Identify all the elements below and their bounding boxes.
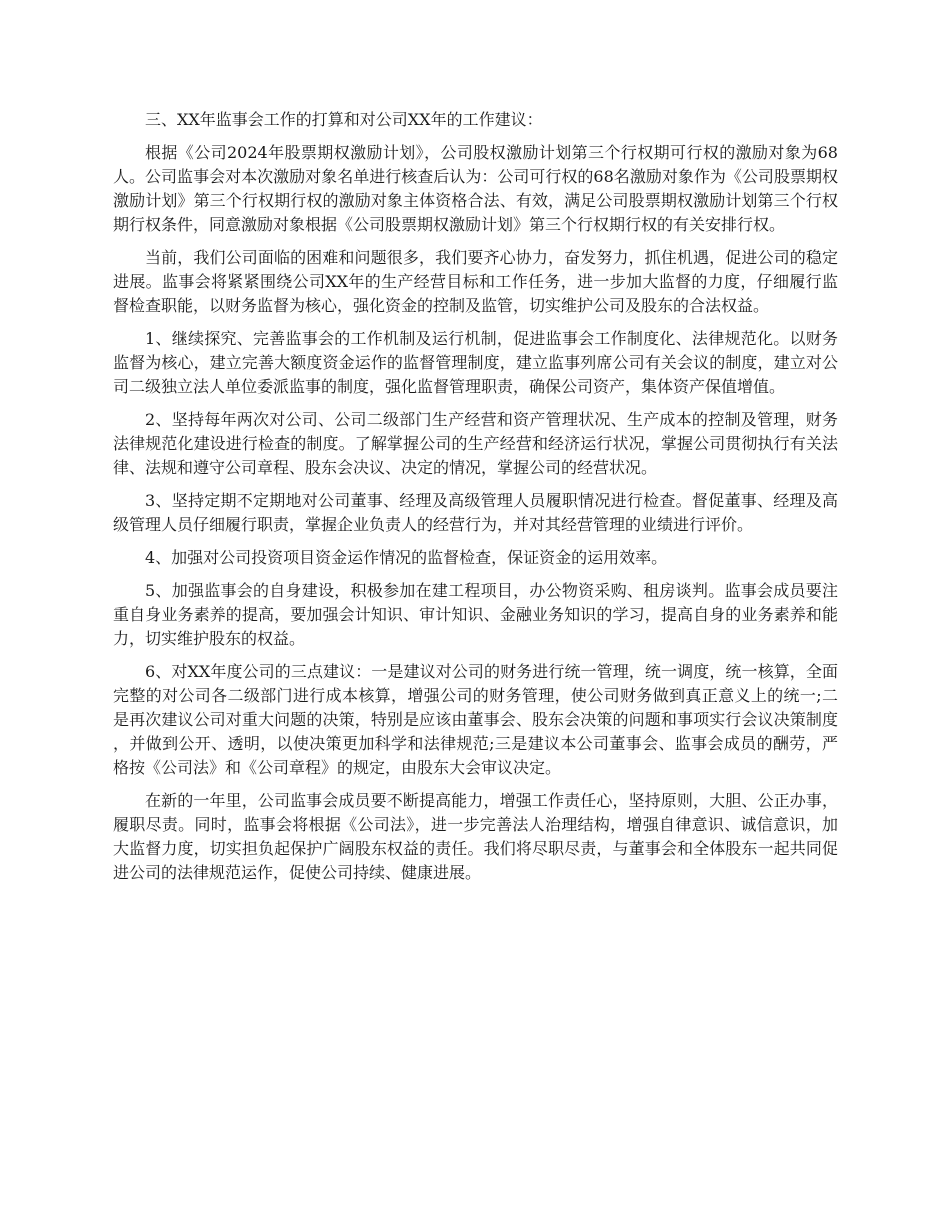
paragraph-item-5: 5、加强监事会的自身建设，积极参加在建工程项目，办公物资采购、租房谈判。监事会成员要注重自身业务素养的提高，要加强会计知识、审计知识、金融业务知识的学习，提高自身的业务素养和能力，切实维护股东的权益。 bbox=[113, 581, 838, 648]
paragraph-item-2: 2、坚持每年两次对公司、公司二级部门生产经营和资产管理状况、生产成本的控制及管理，财务法律规范化建设进行检查的制度。了解掌握公司的生产经营和经济运行状况，掌握公司贯彻执行有关法律、法规和遵守公司章程、股东会决议、决定的情况，掌握公司的经营状况。 bbox=[113, 410, 838, 477]
paragraph-item-3: 3、坚持定期不定期地对公司董事、经理及高级管理人员履职情况进行检查。督促董事、经理及高级管理人员仔细履行职责，掌握企业负责人的经营行为，并对其经营管理的业绩进行评价。 bbox=[113, 491, 838, 534]
paragraph-incentive-plan: 根据《公司2024年股票期权激励计划》，公司股权激励计划第三个行权期可行权的激励对象为68人。公司监事会对本次激励对象名单进行核查后认为：公司可行权的68名激励对象作为《公司股票期权激励计划》第三个行权期行权的激励对象主体资格合法、有效，满足公司股票期权激励计划第三个行权期行权条件，同意激励对象根据《公司股票期权激励计划》第三个行权期行权的有关安排行权。 bbox=[113, 143, 838, 234]
paragraph-item-1: 1、继续探究、完善监事会的工作机制及运行机制，促进监事会工作制度化、法律规范化。以财务监督为核心，建立完善大额度资金运作的监督管理制度，建立监事列席公司有关会议的制度，建立对公司二级独立法人单位委派监事的制度，强化监督管理职责，确保公司资产，集体资产保值增值。 bbox=[113, 329, 838, 396]
paragraph-item-6: 6、对XX年度公司的三点建议：一是建议对公司的财务进行统一管理，统一调度，统一核算，全面完整的对公司各二级部门进行成本核算，增强公司的财务管理，使公司财务做到真正意义上的统一;二是再次建议公司对重大问题的决策，特别是应该由董事会、股东会决策的问题和事项实行会议决策制度，并做到公开、透明，以使决策更加科学和法律规范;三是建议本公司董事会、监事会成员的酬劳，严格按《公司法》和《公司章程》的规定，由股东大会审议决定。 bbox=[113, 662, 838, 777]
section-heading: 三、XX年监事会工作的打算和对公司XX年的工作建议： bbox=[145, 110, 543, 129]
paragraph-item-4: 4、加强对公司投资项目资金运作情况的监督检查，保证资金的运用效率。 bbox=[145, 548, 668, 567]
document-page bbox=[113, 108, 838, 894]
paragraph-current-situation: 当前，我们公司面临的困难和问题很多，我们要齐心协力，奋发努力，抓住机遇，促进公司的稳定进展。监事会将紧紧围绕公司XX年的生产经营目标和工作任务，进一步加大监督的力度，仔细履行监督检查职能，以财务监督为核心，强化资金的控制及监管，切实维护公司及股东的合法权益。 bbox=[113, 248, 838, 315]
paragraph-closing: 在新的一年里，公司监事会成员要不断提高能力，增强工作责任心，坚持原则，大胆、公正办事，履职尽责。同时，监事会将根据《公司法》，进一步完善法人治理结构，增强自律意识、诚信意识，加大监督力度，切实担负起保护广阔股东权益的责任。我们将尽职尽责，与董事会和全体股东一起共同促进公司的法律规范运作，促使公司持续、健康进展。 bbox=[113, 791, 838, 882]
